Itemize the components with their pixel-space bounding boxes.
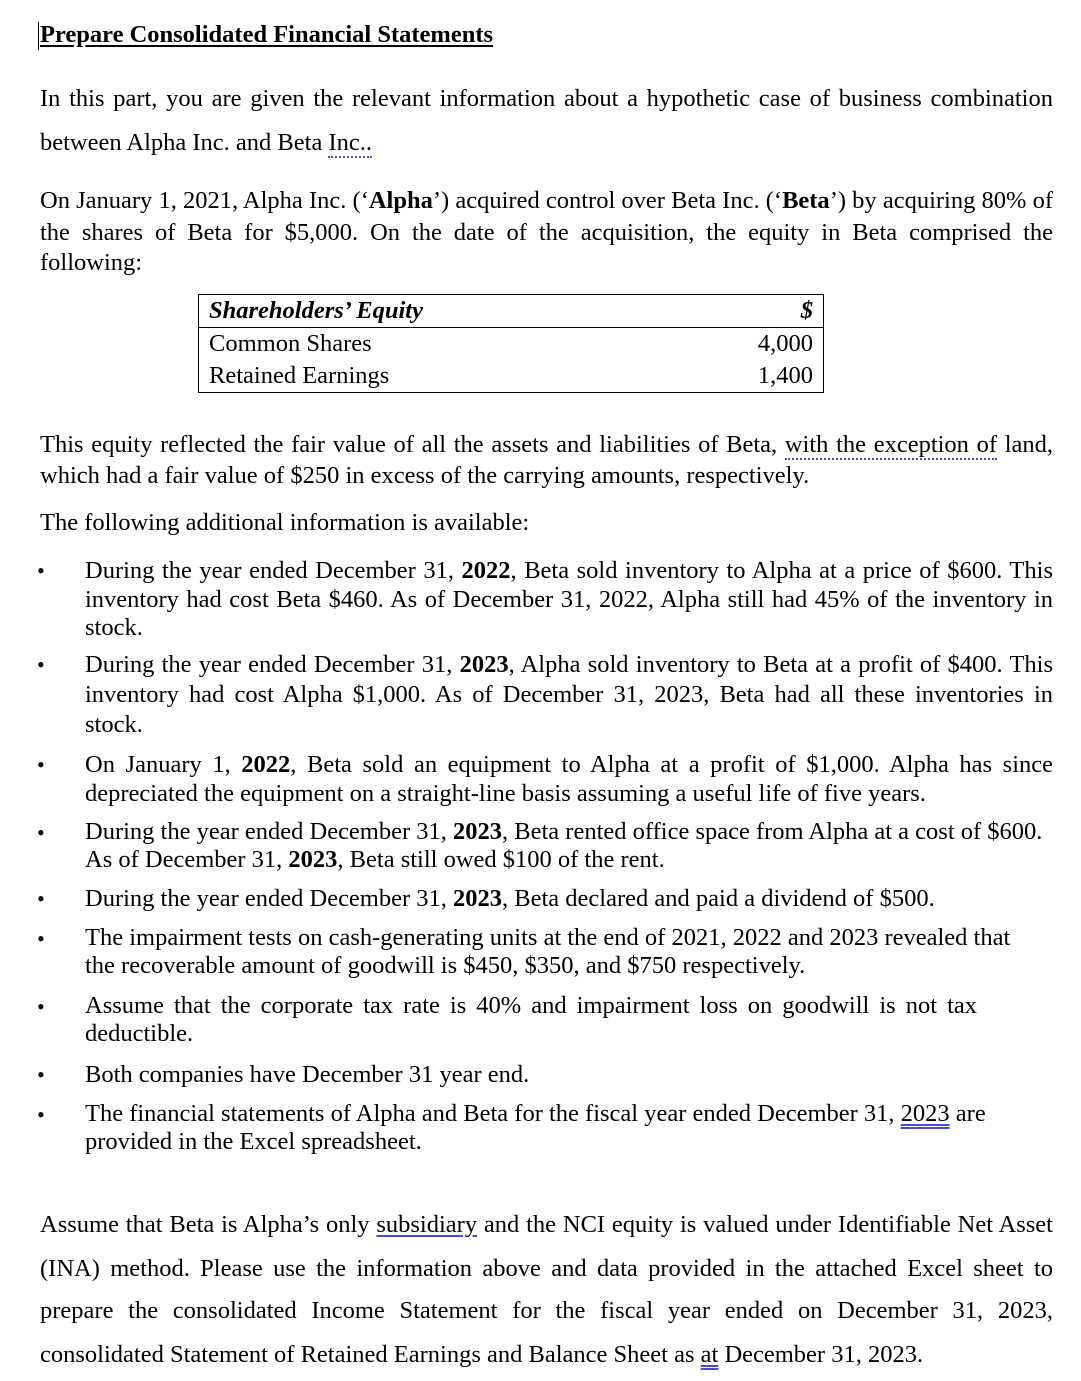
bullet-9-line-1: The financial statements of Alpha and Beta for the fiscal year ended December 31, 2023 are (85, 1100, 986, 1127)
intro-inc-flagged: Inc.. (328, 129, 372, 156)
equity-row-value: 4,000 (757, 330, 813, 357)
bullet-1-line-1: During the year ended December 31, 2022, Beta sold inventory to Alpha at a price of $600. This (85, 557, 1053, 584)
bullet-glyph: • (37, 652, 45, 677)
list-item (85, 992, 977, 1048)
table-row (199, 360, 824, 393)
acq-line-1 (40, 186, 1053, 216)
page-title: Prepare Consolidated Financial Statements (40, 21, 494, 48)
subsidiary-flagged: subsidiary (376, 1211, 478, 1238)
fair-value-flagged-phrase: with the exception of (784, 431, 998, 458)
bullet-glyph: • (37, 558, 45, 583)
bullet-5-line-1: During the year ended December 31, 2023, Beta declared and paid a dividend of $500. (85, 885, 935, 912)
acq-line-2: the shares of Beta for $5,000. On the date of the acquisition, the equity in Beta comprised the (40, 219, 1053, 246)
bullet-6-line-2: the recoverable amount of goodwill is $450, $350, and $750 respectively. (85, 952, 806, 979)
text-cursor (38, 22, 39, 50)
list-item (85, 818, 1053, 874)
bullet-8-line-1: Both companies have December 31 year end. (85, 1061, 530, 1088)
year-bold: 2022 (461, 557, 511, 584)
bullet-1-line-2: inventory had cost Beta $460. As of December 31, 2022, Alpha still had 45% of the inventory in (85, 586, 1053, 613)
bullet-4-line-1: During the year ended December 31, 2023, Beta rented office space from Alpha at a cost of $600. (85, 818, 1043, 845)
bullet-2-line-2: inventory had cost Alpha $1,000. As of December 31, 2023, Beta had all these inventories in (85, 681, 1053, 708)
acq-line-3: following: (40, 249, 143, 276)
equity-header-unit: $ (671, 295, 823, 328)
bullet-glyph: • (37, 1062, 45, 1087)
equity-row-label: Retained Earnings (209, 362, 390, 389)
year-flagged: 2023 (900, 1100, 950, 1127)
fair-value-text-c: land, (997, 431, 1053, 458)
bullet-glyph: • (37, 926, 45, 951)
closing-line-1: Assume that Beta is Alpha’s only subsidiary and the NCI equity is valued under Identifiable Net Asset (40, 1211, 1053, 1238)
bullet-glyph: • (37, 886, 45, 911)
fair-value-text-a: This equity reflected the fair value of all the assets and liabilities of Beta, (40, 431, 785, 458)
list-item (85, 924, 1053, 980)
equity-table (198, 294, 824, 393)
bullet-3-line-1: On January 1, 2022, Beta sold an equipment to Alpha at a profit of $1,000. Alpha has since (85, 751, 1053, 778)
list-item (85, 1060, 1053, 1090)
equity-row-value: 1,400 (757, 362, 813, 389)
acq-alpha-bold: Alpha (368, 187, 433, 214)
bullet-7-line-1: Assume that the corporate tax rate is 40% and impairment loss on goodwill is not tax (85, 992, 977, 1019)
intro-line-1: In this part, you are given the relevant information about a hypothetic case of business combination (40, 85, 1053, 112)
list-item (85, 750, 1053, 808)
acq-text-a: On January 1, 2021, Alpha Inc. (‘ (40, 187, 369, 214)
bullet-3-line-2: depreciated the equipment on a straight-line basis assuming a useful life of five years. (85, 780, 926, 807)
year-bold: 2022 (241, 751, 291, 778)
list-item (85, 1100, 1053, 1156)
year-bold: 2023 (288, 846, 338, 873)
year-bold: 2023 (453, 818, 503, 845)
equity-row-label: Common Shares (209, 330, 372, 357)
equity-table-header (199, 295, 824, 328)
intro-line-2 (40, 128, 372, 158)
bullet-glyph: • (37, 752, 45, 777)
list-item (85, 556, 1053, 642)
bullet-glyph: • (37, 994, 45, 1019)
bullet-2-line-1: During the year ended December 31, 2023, Alpha sold inventory to Beta at a profit of $400. This (85, 651, 1053, 678)
acq-text-b: ’) acquired control over Beta Inc. (‘ (432, 187, 783, 214)
year-bold: 2023 (459, 651, 509, 678)
bullet-glyph: • (37, 1102, 45, 1127)
bullet-7-line-2: deductible. (85, 1020, 194, 1047)
closing-line-3: prepare the consolidated Income Statement for the fiscal year ended on December 31, 2023, (40, 1297, 1053, 1324)
year-bold: 2023 (453, 885, 503, 912)
intro-line-2-text: between Alpha Inc. and Beta (40, 129, 329, 156)
equity-header-label: Shareholders’ Equity (199, 295, 672, 328)
list-item (85, 650, 1053, 740)
acq-beta-bold: Beta (782, 187, 830, 214)
fair-value-line-1 (40, 430, 1053, 460)
bullet-1-line-3: stock. (85, 614, 143, 641)
at-flagged: at (700, 1341, 719, 1368)
bullet-6-line-1: The impairment tests on cash-generating units at the end of 2021, 2022 and 2023 revealed that (85, 924, 1011, 951)
acq-text-c: ’) by acquiring 80% of (829, 187, 1053, 214)
closing-line-2: (INA) method. Please use the information above and data provided in the attached Excel sheet to (40, 1255, 1053, 1282)
list-item (85, 884, 1053, 914)
table-row (199, 328, 824, 361)
bullet-glyph: • (37, 820, 45, 845)
closing-line-4: consolidated Statement of Retained Earnings and Balance Sheet as at December 31, 2023. (40, 1341, 924, 1368)
additional-heading: The following additional information is available: (40, 509, 530, 536)
bullet-2-line-3: stock. (85, 711, 143, 738)
bullet-4-line-2: As of December 31, 2023, Beta still owed $100 of the rent. (85, 846, 665, 873)
bullet-9-line-2: provided in the Excel spreadsheet. (85, 1128, 422, 1155)
fair-value-line-2: which had a fair value of $250 in excess of the carrying amounts, respectively. (40, 462, 810, 489)
